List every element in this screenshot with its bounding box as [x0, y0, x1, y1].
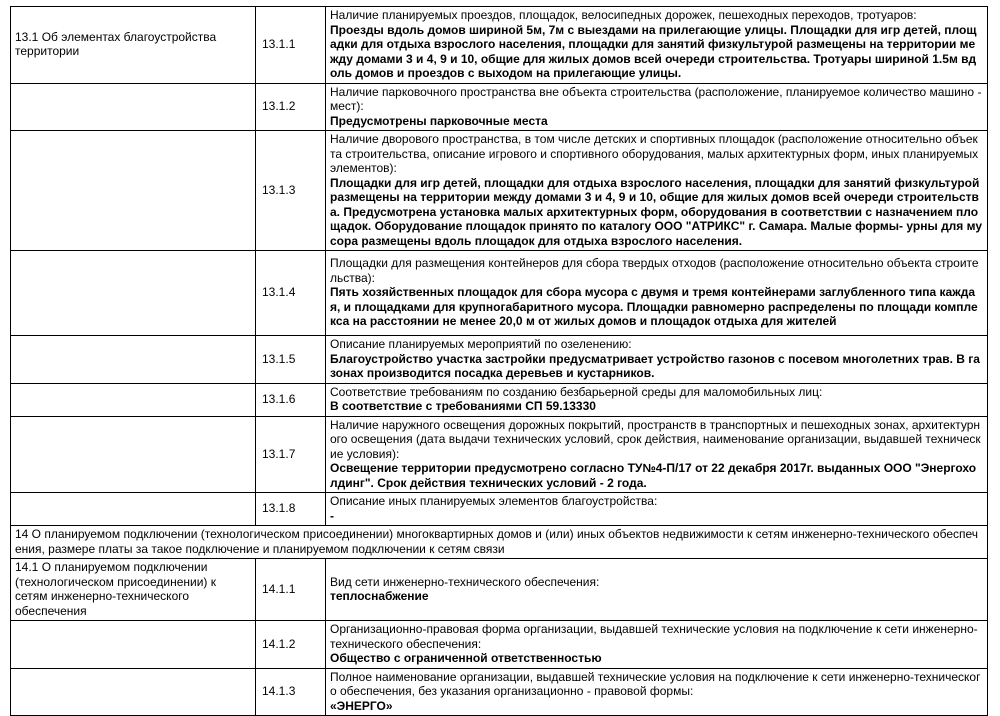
section-title-cell [11, 559, 256, 621]
section-14-1-title: 14.1 О планируемом подключении (технологическом присоединении) к сетям инженерно-технического обеспечения [15, 560, 216, 618]
table-row [11, 7, 988, 84]
item-content-cell [326, 131, 988, 251]
item-number-cell: 14.1.2 [256, 621, 326, 669]
item-content-cell [326, 621, 988, 669]
item-question: Наличие планируемых проездов, площадок, велосипедных дорожек, пешеходных переходов, тротуаров: [330, 8, 917, 22]
item-content-cell [326, 83, 988, 131]
section-title-cell-empty [11, 83, 256, 131]
table-row [11, 559, 988, 621]
item-content-cell [326, 493, 988, 526]
section-title-cell-empty [11, 251, 256, 336]
table-row [11, 668, 988, 716]
item-content-cell [326, 336, 988, 384]
item-content-cell [326, 383, 988, 416]
item-question: Соответствие требованиям по созданию безбарьерной среды для маломобильных лиц: [330, 384, 823, 399]
item-question: Полное наименование организации, выдавшей технические условия на подключение к сети инженерно-технического обеспечения, без указания организационно - правовой формы: [330, 669, 981, 698]
table-row [11, 336, 988, 384]
table-row [11, 493, 988, 526]
item-content-cell [326, 668, 988, 716]
item-number-cell: 13.1.3 [256, 131, 326, 251]
item-answer: Предусмотрены парковочные места [330, 113, 548, 128]
item-number-cell: 13.1.5 [256, 336, 326, 384]
item-number-cell: 14.1.3 [256, 668, 326, 716]
item-number-cell: 13.1.6 [256, 383, 326, 416]
item-content-cell [326, 251, 988, 336]
section-title-cell-empty [11, 383, 256, 416]
item-answer: теплоснабжение [330, 589, 429, 603]
section-title-cell-empty [11, 668, 256, 716]
section-title-cell-empty [11, 336, 256, 384]
item-content-cell [326, 559, 988, 621]
item-number-cell: 13.1.7 [256, 416, 326, 493]
section-header-row [11, 526, 988, 559]
item-content-cell [326, 7, 988, 84]
table-row [11, 383, 988, 416]
table-row [11, 131, 988, 251]
item-answer: Общество с ограниченной ответственностью [330, 651, 602, 665]
item-question: Площадки для размещения контейнеров для сбора твердых отходов (расположение относительно объекта строительства): [330, 256, 979, 285]
item-question: Описание иных планируемых элементов благоустройства: [330, 494, 658, 508]
item-answer: Освещение территории предусмотрено согласно ТУ№4-П/17 от 22 декабря 2017г. выданных ООО "Энергохолдинг". Срок действия технических условий - 2 года. [330, 461, 977, 490]
project-declaration-table [10, 6, 988, 716]
section-14-header: 14 О планируемом подключении (технологическом присоединении) многоквартирных домов и (или) иных объектов недвижимости к сетям инженерно-технического обеспечения, размере платы за такое подключение и планируемом подключении к сетям связи [11, 526, 988, 559]
item-answer: Площадки для игр детей, площадки для отдыха взрослого населения, площадки для занятий физкультурой размещены на территории между домами 3 и 4, 9 и 10, общие для жилых домов всей очереди строительства. Предусмотрена установка малых архитектурных форм, оборудования в соответствии с назначением площадок. Оборудование площадок принято по каталогу ООО "АТРИКС" г. Самара. Малые формы- урны для мусора размещены вдоль площадок для отдыха взрослого населения. [330, 175, 983, 248]
item-number-cell: 13.1.1 [256, 7, 326, 84]
table-row [11, 621, 988, 669]
item-number-cell: 13.1.4 [256, 251, 326, 336]
item-question: Наличие наружного освещения дорожных покрытий, пространств в транспортных и пешеходных зонах, архитектурного освещения (дата выдачи технических условий, срок действия, наименование организации, выдавшей технические условия): [330, 417, 981, 461]
item-number-cell: 13.1.2 [256, 83, 326, 131]
section-title-cell [11, 7, 256, 84]
section-title-cell-empty [11, 416, 256, 493]
item-question: Наличие парковочного пространства вне объекта строительства (расположение, планируемое количество машино - мест): [330, 84, 982, 113]
section-title-cell-empty [11, 621, 256, 669]
section-13-1-title: 13.1 Об элементах благоустройства территории [15, 29, 217, 59]
item-number-cell: 14.1.1 [256, 559, 326, 621]
section-title-cell-empty [11, 493, 256, 526]
section-title-cell-empty [11, 131, 256, 251]
item-question: Наличие дворового пространства, в том числе детских и спортивных площадок (расположение относительно объекта строительства, описание игрового и спортивного оборудования, малых архитектурных форм, иных планируемых элементов): [330, 132, 979, 175]
item-answer: Благоустройство участка застройки предусматривает устройство газонов с посевом многолетних трав. В газонах производится посадка деревьев и кустарников. [330, 351, 980, 380]
item-answer: Пять хозяйственных площадок для сбора мусора с двумя и тремя контейнерами заглубленного типа каждая, и площадками для крупногабаритного мусора. Площадки равномерно распределены по площади комплекса на расстоянии не менее 20,0 м от жилых домов и площадок отдыха для жителей [330, 285, 978, 329]
table-row [11, 416, 988, 493]
table-row [11, 251, 988, 336]
item-answer: Проезды вдоль домов шириной 5м, 7м с выездами на прилегающие улицы. Площадки для игр детей, площадки для отдыха взрослого населения, площадки для занятий физкультурой размещены на территории между домами 3 и 4, 9 и 10, общие для жилых домов всей очереди строительства. Тротуары шириной 1.5м вдоль домов и проездов с выходом на прилегающие улицы. [330, 22, 977, 80]
item-answer: В соответствие с требованиями СП 59.13330 [330, 399, 596, 413]
item-answer: «ЭНЕРГО» [330, 698, 393, 713]
item-question: Организационно-правовая форма организации, выдавшей технические условия на подключение к сети инженерно-технического обеспечения: [330, 622, 978, 651]
table-row [11, 83, 988, 131]
item-question: Описание планируемых мероприятий по озеленению: [330, 337, 632, 351]
item-number-cell: 13.1.8 [256, 493, 326, 526]
item-answer: - [330, 508, 334, 523]
item-question: Вид сети инженерно-технического обеспечения: [330, 574, 600, 589]
item-content-cell [326, 416, 988, 493]
